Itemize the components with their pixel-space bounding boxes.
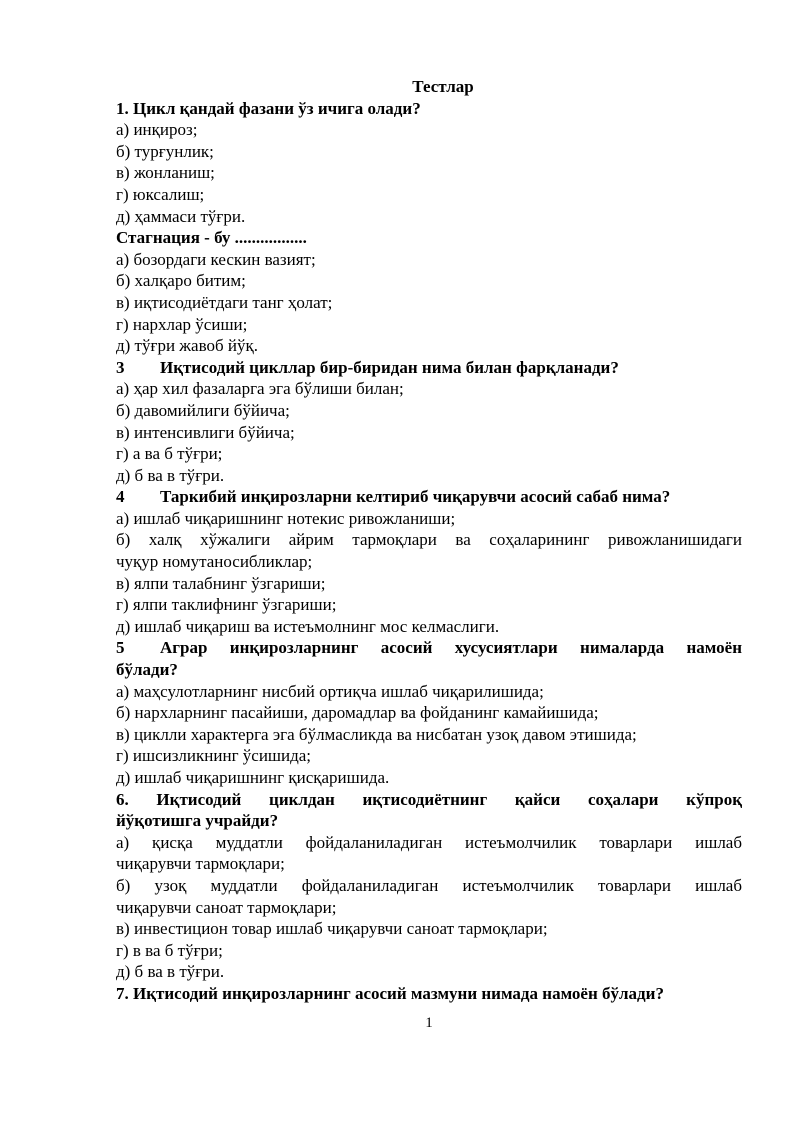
question-text: Иқтисодий цикллар бир-биридан нима билан фарқланади? — [160, 357, 619, 377]
question-block-1 — [116, 98, 742, 228]
answer-option: а) ҳар хил фазаларга эга бўлиши билан; — [116, 379, 404, 399]
question-text: 7. Иқтисодий инқирозларнинг асосий мазмуни нимада намоён бўлади? — [116, 983, 664, 1003]
question-heading — [116, 637, 742, 659]
answer-option: д) ҳаммаси тўғри. — [116, 206, 246, 226]
answer-option: г) ялпи таклифнинг ўзгариши; — [116, 595, 337, 615]
answer-option: д) б ва в тўғри. — [116, 962, 225, 982]
answer-option: д) ишлаб чиқаришнинг қисқаришида. — [116, 768, 390, 787]
question-number: 5 — [116, 638, 125, 658]
answer-option: г) в ва б тўғри; — [116, 940, 223, 960]
answer-option: б) турғунлик; — [116, 141, 214, 161]
answer-option: г) ишсизликнинг ўсишида; — [116, 746, 312, 766]
answer-option: д) б ва в тўғри. — [116, 465, 225, 485]
page-title: Тестлар — [412, 77, 474, 96]
question-number: 3 — [116, 357, 125, 377]
question-text: Стагнация - бу ................. — [116, 228, 307, 248]
question-block-3 — [116, 357, 742, 487]
question-text: 6. Иқтисодий циклдан иқтисодиётнинг қайси соҳалари кўпроқ — [116, 789, 742, 809]
answer-option-continuation: чиқарувчи саноат тармоқлари; — [116, 897, 337, 917]
answer-option: б) узоқ муддатли фойдаланиладиган истеъмолчилик товарлари ишлаб — [116, 875, 742, 895]
answer-option: а) бозордаги кескин вазият; — [116, 249, 316, 269]
answer-option: а) инқироз; — [116, 120, 198, 140]
answer-option: в) интенсивлиги бўйича; — [116, 422, 295, 442]
answer-option: г) нархлар ўсиши; — [116, 314, 248, 334]
answer-option: в) жонланиш; — [116, 163, 215, 183]
answer-option-continuation: чиқарувчи тармоқлари; — [116, 854, 285, 874]
question-heading — [116, 486, 742, 508]
answer-option: д) ишлаб чиқариш ва истеъмолнинг мос келмаслиги. — [116, 616, 500, 636]
question-block-5 — [116, 637, 742, 788]
question-block-6 — [116, 789, 742, 983]
question-number: 4 — [116, 487, 125, 507]
answer-option: б) халқаро битим; — [116, 271, 246, 291]
answer-option: в) ялпи талабнинг ўзгариши; — [116, 573, 326, 593]
question-text: 1. Цикл қандай фазани ўз ичига олади? — [116, 98, 421, 118]
answer-option: в) инвестицион товар ишлаб чиқарувчи саноат тармоқлари; — [116, 919, 548, 939]
question-block-7 — [116, 983, 742, 1005]
answer-option: д) тўғри жавоб йўқ. — [116, 336, 259, 356]
answer-option: г) а ва б тўғри; — [116, 444, 223, 464]
answer-option: б) нархларнинг пасайиши, даромадлар ва фойданинг камайишида; — [116, 703, 599, 723]
question-block-2 — [116, 227, 742, 357]
answer-option: а) ишлаб чиқаришнинг нотекис ривожланиши; — [116, 508, 456, 528]
answer-option-continuation: чуқур номутаносибликлар; — [116, 552, 313, 572]
answer-option: а) қисқа муддатли фойдаланиладиган истеъмолчилик товарлари ишлаб — [116, 832, 742, 852]
question-text-continuation: бўлади? — [116, 660, 178, 680]
question-block-4 — [116, 486, 742, 637]
answer-option: г) юксалиш; — [116, 184, 205, 204]
answer-option: б) халқ хўжалиги айрим тармоқлари ва соҳаларининг ривожланишидаги — [116, 530, 742, 550]
answer-option: в) циклли характерга эга бўлмасликда ва нисбатан узоқ давом этишида; — [116, 724, 637, 744]
answer-option: а) маҳсулотларнинг нисбий ортиқча ишлаб чиқарилишида; — [116, 681, 544, 701]
answer-option: в) иқтисодиётдаги танг ҳолат; — [116, 292, 333, 312]
question-heading — [116, 357, 742, 379]
page-number: 1 — [425, 1015, 433, 1031]
question-text: Таркибий инқирозларни келтириб чиқарувчи асосий сабаб нима? — [160, 487, 671, 507]
question-text-continuation: йўқотишга учрайди? — [116, 811, 279, 831]
question-text: Аграр инқирозларнинг асосий хусусиятлари нималарда намоён — [160, 638, 742, 658]
answer-option: б) давомийлиги бўйича; — [116, 400, 290, 420]
